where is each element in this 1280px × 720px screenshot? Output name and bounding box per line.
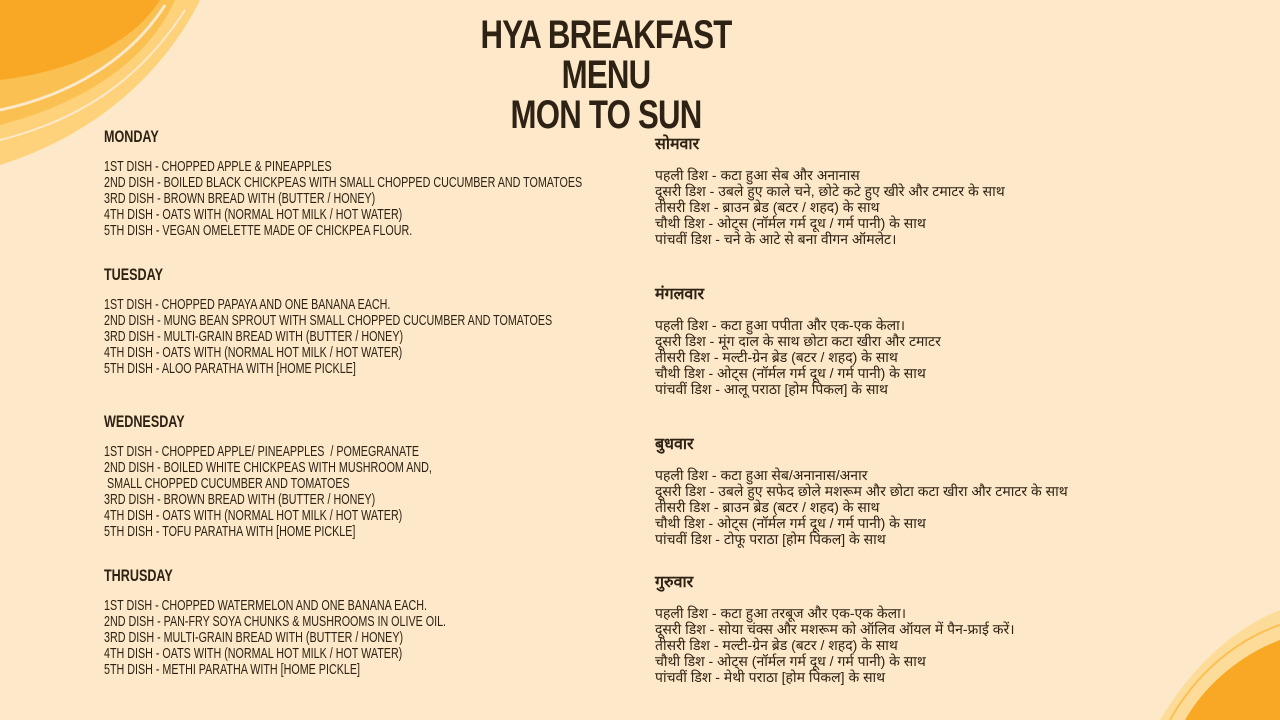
hindi-day-section bbox=[655, 573, 1015, 685]
dish-item: तीसरी डिश - ब्राउन ब्रेड (बटर / शहद) के साथ bbox=[655, 499, 880, 515]
day-heading: THRUSDAY bbox=[104, 566, 173, 585]
dish-item: 3RD DISH - BROWN BREAD WITH (BUTTER / HONEY) bbox=[104, 191, 376, 207]
dish-item: 4TH DISH - OATS WITH (NORMAL HOT MILK / HOT WATER) bbox=[104, 345, 403, 361]
dish-item: 5TH DISH - VEGAN OMELETTE MADE OF CHICKPEA FLOUR. bbox=[104, 223, 413, 239]
day-heading: WEDNESDAY bbox=[104, 412, 185, 431]
english-day-section bbox=[104, 127, 696, 239]
dish-item: 3RD DISH - BROWN BREAD WITH (BUTTER / HONEY) bbox=[104, 492, 376, 508]
dish-item: SMALL CHOPPED CUCUMBER AND TOMATOES bbox=[104, 476, 350, 492]
dish-item: 2ND DISH - PAN-FRY SOYA CHUNKS & MUSHROOMS IN OLIVE OIL. bbox=[104, 614, 447, 630]
dish-item: पांचवीं डिश - आलू पराठा [होम पिकल] के साथ bbox=[655, 381, 888, 397]
dish-item: 2ND DISH - BOILED BLACK CHICKPEAS WITH SMALL CHOPPED CUCUMBER AND TOMATOES bbox=[104, 175, 583, 191]
dish-item: चौथी डिश - ओट्स (नॉर्मल गर्म दूध / गर्म पानी) के साथ bbox=[655, 365, 926, 381]
dish-item: दूसरी डिश - उबले हुए काले चने, छोटे कटे हुए खीरे और टमाटर के साथ bbox=[655, 183, 1005, 199]
dish-item: 1ST DISH - CHOPPED WATERMELON AND ONE BANANA EACH. bbox=[104, 598, 427, 614]
dish-item: दूसरी डिश - उबले हुए सफेद छोले मशरूम और छोटा कटा खीरा और टमाटर के साथ bbox=[655, 483, 1068, 499]
dish-item: 5TH DISH - TOFU PARATHA WITH [HOME PICKLE] bbox=[104, 524, 356, 540]
dish-item: चौथी डिश - ओट्स (नॉर्मल गर्म दूध / गर्म पानी) के साथ bbox=[655, 215, 926, 231]
dish-item: 1ST DISH - CHOPPED PAPAYA AND ONE BANANA EACH. bbox=[104, 297, 391, 313]
menu-title bbox=[406, 15, 806, 135]
dish-item: दूसरी डिश - सोया चंक्स और मशरूम को ऑलिव ऑयल में पैन-फ्राई करें। bbox=[655, 621, 1015, 637]
title-line-2: MON TO SUN bbox=[510, 93, 702, 137]
day-heading: MONDAY bbox=[104, 127, 159, 146]
day-heading: बुधवार bbox=[655, 436, 694, 453]
dish-item: 1ST DISH - CHOPPED APPLE/ PINEAPPLES / POMEGRANATE bbox=[104, 444, 420, 460]
dish-item: पांचवीं डिश - टोफू पराठा [होम पिकल] के साथ bbox=[655, 531, 886, 547]
dish-item: तीसरी डिश - मल्टी-ग्रेन ब्रेड (बटर / शहद) के साथ bbox=[655, 637, 898, 653]
hindi-day-section bbox=[655, 435, 1068, 547]
dish-item: पांचवीं डिश - चने के आटे से बना वीगन ऑमलेट। bbox=[655, 231, 897, 247]
dish-item: 3RD DISH - MULTI-GRAIN BREAD WITH (BUTTER / HONEY) bbox=[104, 329, 404, 345]
dish-item: 3RD DISH - MULTI-GRAIN BREAD WITH (BUTTER / HONEY) bbox=[104, 630, 404, 646]
dish-item: 5TH DISH - ALOO PARATHA WITH [HOME PICKLE] bbox=[104, 361, 356, 377]
hindi-day-section bbox=[655, 135, 1005, 247]
dish-item: 4TH DISH - OATS WITH (NORMAL HOT MILK / HOT WATER) bbox=[104, 207, 403, 223]
dish-item: 2ND DISH - MUNG BEAN SPROUT WITH SMALL CHOPPED CUCUMBER AND TOMATOES bbox=[104, 313, 553, 329]
dish-item: तीसरी डिश - मल्टी-ग्रेन ब्रेड (बटर / शहद) के साथ bbox=[655, 349, 898, 365]
dish-item: पहली डिश - कटा हुआ पपीता और एक-एक केला। bbox=[655, 317, 906, 333]
dish-item: 4TH DISH - OATS WITH (NORMAL HOT MILK / HOT WATER) bbox=[104, 508, 403, 524]
day-heading: मंगलवार bbox=[655, 286, 705, 303]
dish-item: चौथी डिश - ओट्स (नॉर्मल गर्म दूध / गर्म पानी) के साथ bbox=[655, 515, 926, 531]
day-heading: TUESDAY bbox=[104, 265, 163, 284]
english-day-section bbox=[104, 412, 696, 540]
dish-item: दूसरी डिश - मूंग दाल के साथ छोटा कटा खीरा और टमाटर bbox=[655, 333, 941, 349]
dish-item: पांचवीं डिश - मेथी पराठा [होम पिकल] के साथ bbox=[655, 669, 886, 685]
dish-item: तीसरी डिश - ब्राउन ब्रेड (बटर / शहद) के साथ bbox=[655, 199, 880, 215]
dish-item: 1ST DISH - CHOPPED APPLE & PINEAPPLES bbox=[104, 159, 332, 175]
dish-item: 5TH DISH - METHI PARATHA WITH [HOME PICKLE] bbox=[104, 662, 360, 678]
english-day-section bbox=[104, 265, 696, 377]
day-heading: सोमवार bbox=[655, 136, 700, 153]
hindi-day-section bbox=[655, 285, 941, 397]
dish-item: पहली डिश - कटा हुआ सेब/अनानास/अनार bbox=[655, 467, 868, 483]
title-line-1: HYA BREAKFAST MENU bbox=[480, 13, 732, 97]
dish-item: 2ND DISH - BOILED WHITE CHICKPEAS WITH MUSHROOM AND, bbox=[104, 460, 432, 476]
dish-item: 4TH DISH - OATS WITH (NORMAL HOT MILK / HOT WATER) bbox=[104, 646, 403, 662]
bottom-right-swoosh-decoration bbox=[1160, 610, 1280, 720]
dish-item: पहली डिश - कटा हुआ तरबूज और एक-एक केला। bbox=[655, 605, 907, 621]
dish-item: पहली डिश - कटा हुआ सेब और अनानास bbox=[655, 167, 860, 183]
english-day-section bbox=[104, 566, 696, 678]
dish-item: चौथी डिश - ओट्स (नॉर्मल गर्म दूध / गर्म पानी) के साथ bbox=[655, 653, 926, 669]
day-heading: गुरुवार bbox=[655, 574, 694, 591]
